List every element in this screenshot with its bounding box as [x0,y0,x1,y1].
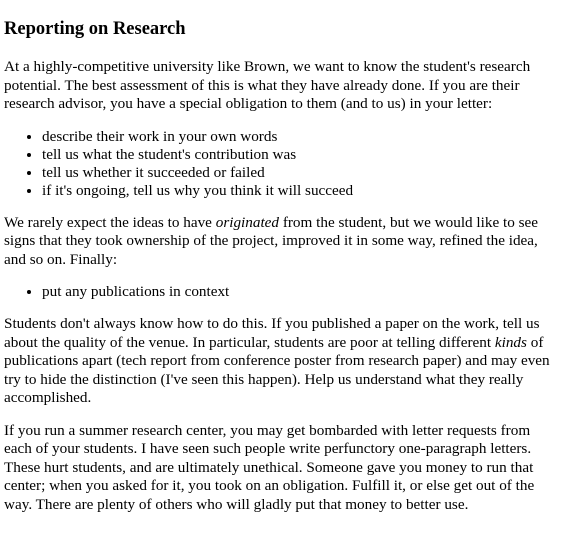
emphasized-word: kinds [494,333,527,351]
list-item: • put any publications in context [42,283,561,301]
publications-paragraph [4,315,561,408]
intro-paragraph: At a highly-competitive university like Brown, we want to know the student's research potential. The best assessment of this is what they have already done. If you are their research advisor, you have a special obligation to them (and to us) in your letter: [4,58,531,112]
text-run: from the student, but we would like to see signs that they took ownership of the project, improved it in some way, refined the idea, and so on. Finally: [4,213,538,268]
section-heading: Reporting on Research [4,19,186,39]
ownership-paragraph [4,214,561,270]
emphasized-word: originated [215,213,280,231]
text-run: We rarely expect the ideas to have [4,213,216,231]
list-item: • describe their work in your own words [42,128,561,146]
list-item: • tell us whether it succeeded or failed [42,164,561,182]
publications-list [4,283,561,301]
text-run: of publications apart (tech report from conference poster from research paper) and may even try to hide the distinction (I've seen this happen). Help us understand what they really accomplished. [4,333,550,406]
list-item: • tell us what the student's contribution was [42,146,561,164]
text-run: Students don't always know how to do this. If you published a paper on the work, tell us about the quality of the venue. In particular, students are poor at telling different [4,315,540,351]
advisor-obligations-list [4,128,561,200]
summer-center-paragraph: If you run a summer research center, you may get bombarded with letter requests from each of your students. I have seen such people write perfunctory one-paragraph letters. These hurt students, and are ultimately unethical. Someone gave you money to run that center; when you asked for it, you took on an obligation. Fulfill it, or else get out of the way. There are plenty of others who will gladly put that money to better use. [4,421,535,513]
list-item: • if it's ongoing, tell us why you think it will succeed [42,182,561,200]
